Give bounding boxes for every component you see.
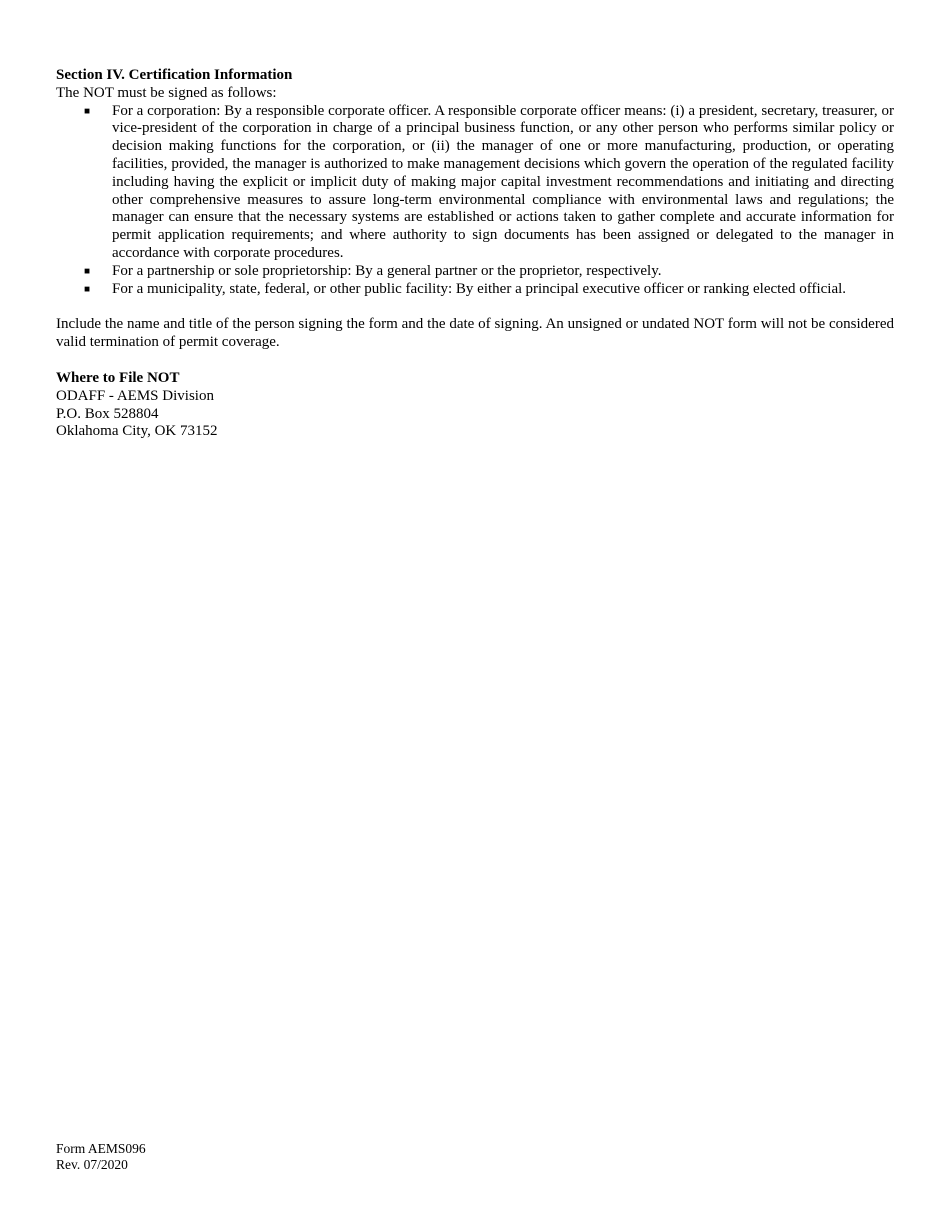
document-page bbox=[56, 67, 894, 441]
signatory-list bbox=[56, 103, 894, 299]
form-number: Form AEMS096 bbox=[56, 1141, 146, 1156]
list-item-corporation bbox=[56, 103, 894, 263]
address-line-organization: ODAFF - AEMS Division bbox=[56, 387, 214, 404]
bullet-icon: ■ bbox=[84, 265, 91, 277]
list-item-text: For a corporation: By a responsible corporate officer. A responsible corporate officer means: (i) a president, secretary, treasurer, or vice-president of the corporation in charge of a principal business function, or any other person who performs similar policy or decision making functions for the corporation, or (ii) the manager of one or more manufacturing, production, or operating facilities, provided, the manager is authorized to make management decisions which govern the operation of the regulated facility including having the explicit or implicit duty of making major capital investment recommendations and initiating and directing other comprehensive measures to assure long-term environmental compliance with environmental laws and regulations; the manager can ensure that the necessary systems are established or actions taken to gather complete and accurate information for permit application requirements; and where authority to sign documents has been assigned or delegated to the manager in accordance with corporate procedures. bbox=[112, 102, 894, 261]
list-item-partnership bbox=[56, 263, 894, 281]
revision-date: Rev. 07/2020 bbox=[56, 1157, 128, 1172]
address-line-city: Oklahoma City, OK 73152 bbox=[56, 423, 218, 440]
address-line-po-box: P.O. Box 528804 bbox=[56, 405, 159, 422]
list-item-text: For a partnership or sole proprietorship: By a general partner or the proprietor, respectively. bbox=[112, 262, 662, 279]
where-to-file-title: Where to File NOT bbox=[56, 369, 180, 386]
bullet-icon: ■ bbox=[84, 105, 91, 117]
page-footer bbox=[56, 1141, 146, 1173]
signing-instructions: Include the name and title of the person signing the form and the date of signing. An unsigned or undated NOT form will not be considered valid termination of permit coverage. bbox=[56, 316, 894, 351]
list-item-text: For a municipality, state, federal, or other public facility: By either a principal executive officer or ranking elected official. bbox=[112, 280, 847, 297]
list-item-public-facility bbox=[56, 281, 894, 299]
where-to-file-block bbox=[56, 370, 894, 441]
section-intro: The NOT must be signed as follows: bbox=[56, 84, 277, 101]
bullet-icon: ■ bbox=[84, 283, 91, 295]
section-title: Section IV. Certification Information bbox=[56, 67, 293, 83]
